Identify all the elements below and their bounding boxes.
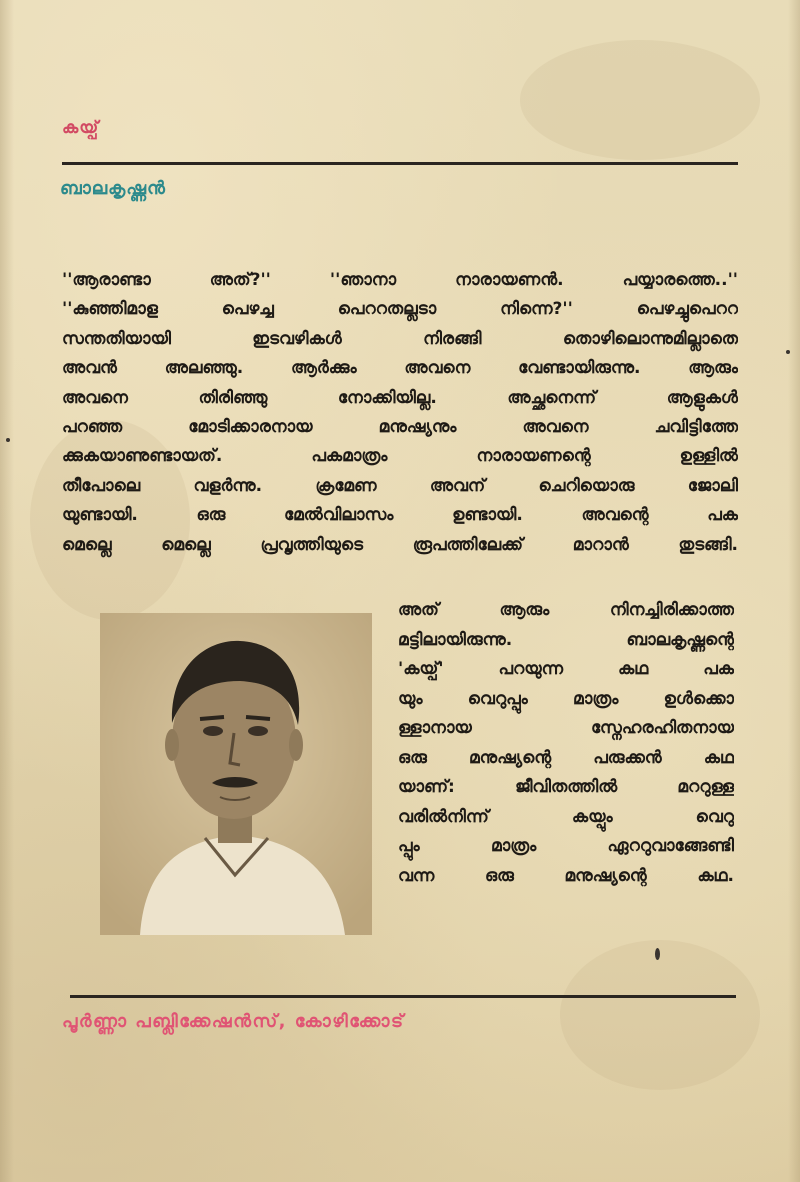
author-photo bbox=[100, 613, 372, 935]
blurb-line: ''ആരാണ്ടാ അത്?'' ''ഞാനാ നാരായണൻ. പയ്യാരത്തെ..'' bbox=[62, 270, 738, 290]
blurb-line: യും വെറുപ്പും മാത്രം ഉൾക്കൊ bbox=[398, 688, 734, 709]
blurb-line: ക്കുകയാണുണ്ടായത്. പകമാത്രം നാരായണന്റെ ഉള്ളിൽ bbox=[62, 446, 738, 467]
paper-edge-left bbox=[0, 0, 14, 1182]
paper-edge-right bbox=[788, 0, 800, 1182]
book-title: കയ്പ് bbox=[62, 118, 100, 138]
publisher-imprint: പൂർണ്ണാ പബ്ലിക്കേഷൻസ്, കോഴിക്കോട് bbox=[62, 1011, 405, 1032]
blurb-paragraph-continued bbox=[398, 596, 734, 891]
blurb-line: പറഞ്ഞ മോടിക്കാരനായ മനുഷ്യനും അവനെ ചവിട്ടിത്തേ bbox=[62, 417, 738, 438]
blurb-line: അവൻ അലഞ്ഞു. ആർക്കും അവനെ വേണ്ടായിരുന്നു. ആരും bbox=[62, 358, 738, 379]
blurb-line: അത് ആരും നിനച്ചിരിക്കാത്ത bbox=[398, 600, 734, 620]
paper-speck bbox=[6, 438, 10, 442]
blurb-line: ഒരു മനുഷ്യന്റെ പരുക്കൻ കഥ bbox=[398, 747, 734, 768]
blurb-line: 'കയ്പ്' പറയുന്ന കഥ പക bbox=[398, 659, 734, 679]
blurb-paragraph bbox=[62, 266, 738, 560]
blurb-line: തീപോലെ വളർന്നു. ക്രമേണ അവന് ചെറിയൊരു ജോലി bbox=[62, 475, 738, 496]
blurb-line: പ്പും മാത്രം ഏററുവാങ്ങേണ്ടി bbox=[398, 836, 734, 856]
paper-speck bbox=[786, 350, 790, 354]
author-name: ബാലകൃഷ്ണൻ bbox=[60, 178, 166, 199]
top-divider bbox=[62, 162, 738, 165]
blurb-line: യാണ്: ജീവിതത്തിൽ മററുള്ള bbox=[398, 777, 734, 797]
blurb-line: ''കുഞ്ഞിമാള പെഴച്ച പെററതല്ലടാ നിന്നെ?'' പെഴച്ചുപെററ bbox=[62, 299, 738, 320]
paper-stain bbox=[560, 940, 760, 1090]
blurb-line: യുണ്ടായി. ഒരു മേൽവിലാസം ഉണ്ടായി. അവന്റെ പക bbox=[62, 505, 738, 526]
blurb-line: വരിൽനിന്ന് കയ്പും വെറു bbox=[398, 806, 734, 827]
blurb-line: മട്ടിലായിരുന്നു. ബാലകൃഷ്ണന്റെ bbox=[398, 629, 734, 650]
author-portrait-illustration bbox=[100, 613, 372, 935]
blurb-line: വന്ന ഒരു മനുഷ്യന്റെ കഥ. bbox=[398, 865, 734, 886]
blurb-line: സന്തതിയായി ഇടവഴികൾ നിരങ്ങി തൊഴിലൊന്നുമില്ലാതെ bbox=[62, 328, 738, 349]
blurb-line: അവനെ തിരിഞ്ഞു നോക്കിയില്ല. അച്ഛനെന്ന് ആളുകൾ bbox=[62, 387, 738, 408]
paper-speck bbox=[655, 948, 660, 960]
blurb-line: മെല്ലെ മെല്ലെ പ്രവൃത്തിയുടെ രൂപത്തിലേക്ക് മാറാൻ തുടങ്ങി. bbox=[62, 534, 738, 555]
bottom-divider bbox=[70, 995, 736, 998]
paper-stain bbox=[520, 40, 760, 160]
blurb-line: ള്ളാനായ സ്നേഹരഹിതനായ bbox=[398, 718, 734, 738]
